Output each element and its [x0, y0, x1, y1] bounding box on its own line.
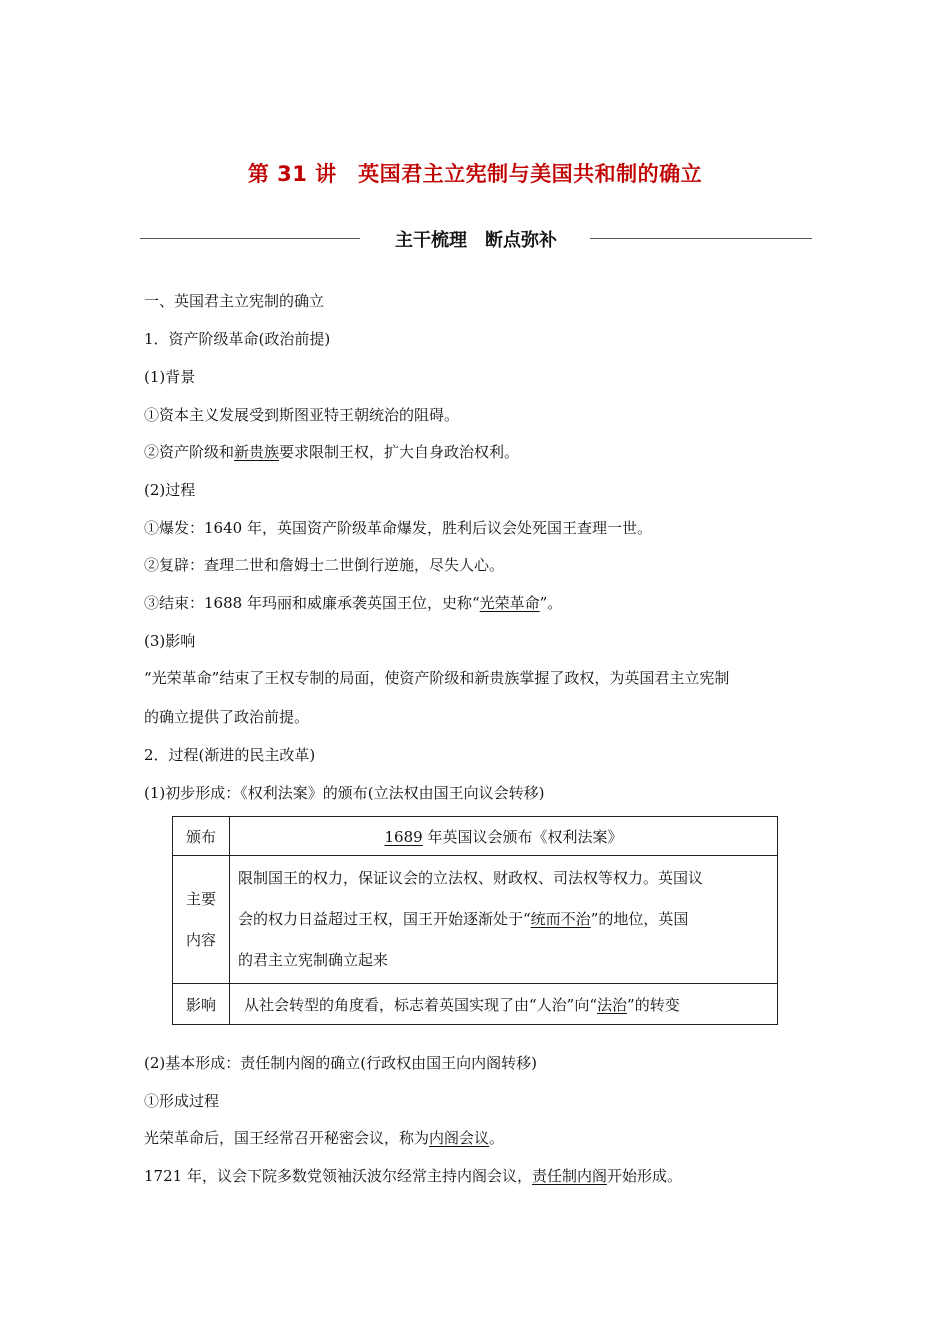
table-row — [173, 984, 778, 1025]
table-row — [173, 856, 778, 984]
subheading-background: (1)背景 — [144, 368, 196, 386]
table-row — [173, 817, 778, 856]
table-cell-impact: 从社会转型的角度看，标志着英国实现了由“人治”向“法治”的转变 — [230, 984, 778, 1025]
background-item-2: ②资产阶级和新贵族要求限制王权，扩大自身政治权利。 — [144, 443, 520, 461]
page-title: 第 31 讲 英国君主立宪制与美国共和制的确立 — [247, 162, 703, 186]
table-head-promulgation: 颁布 — [173, 817, 230, 856]
underlined-term: 责任制内阁 — [531, 1167, 607, 1185]
section-header-text: 主干梳理 断点弥补 — [395, 230, 557, 251]
subheading-process: (2)过程 — [144, 481, 196, 499]
subheading-impact: (3)影响 — [144, 632, 196, 650]
underlined-term: 法治 — [597, 995, 628, 1014]
underlined-term: 新贵族 — [234, 443, 280, 461]
table-head-main-content: 主要 内容 — [173, 856, 230, 984]
formation-item-1: 光荣革命后，国王经常召开秘密会议，称为内阁会议。 — [144, 1129, 505, 1147]
impact-paragraph-line-1: “光荣革命”结束了王权专制的局面，使资产阶级和新贵族掌握了政权，为英国君主立宪制 — [144, 669, 730, 687]
header-rule-right — [590, 238, 812, 239]
underlined-term: 内阁会议 — [429, 1129, 490, 1147]
subheading-initial-formation: (1)初步形成：《权利法案》的颁布(立法权由国王向议会转移) — [144, 784, 545, 802]
process-item-1: ①爆发：1640 年，英国资产阶级革命爆发，胜利后议会处死国王查理一世。 — [144, 519, 652, 537]
heading-bourgeois-revolution: 1．资产阶级革命(政治前提) — [144, 330, 331, 348]
process-item-2: ②复辟：查理二世和詹姆士二世倒行逆施，尽失人心。 — [144, 556, 505, 574]
underlined-term: 光荣革命 — [479, 594, 540, 612]
section-header — [140, 226, 812, 252]
process-item-3: ③结束：1688 年玛丽和威廉承袭英国王位，史称“光荣革命”。 — [144, 594, 563, 612]
subheading-formation-process: ①形成过程 — [144, 1092, 220, 1110]
subheading-basic-formation: (2)基本形成：责任制内阁的确立(行政权由国王向内阁转移) — [144, 1054, 537, 1072]
formation-item-2: 1721 年，议会下院多数党领袖沃波尔经常主持内阁会议，责任制内阁开始形成。 — [144, 1167, 682, 1185]
heading-part-one: 一、英国君主立宪制的确立 — [144, 292, 325, 310]
heading-process: 2．过程(渐进的民主改革) — [144, 746, 316, 764]
table-head-impact: 影响 — [173, 984, 230, 1025]
background-item-1: ①资本主义发展受到斯图亚特王朝统治的阻碍。 — [144, 406, 460, 424]
table-cell-promulgation: 1689 年英国议会颁布《权利法案》 — [230, 817, 778, 856]
impact-paragraph-line-2: 的确立提供了政治前提。 — [144, 708, 310, 726]
bill-of-rights-table — [172, 816, 778, 1025]
table-cell-main-content: 限制国王的权力，保证议会的立法权、财政权、司法权等权力。英国议 会的权力日益超过王权，国王开始逐渐处于“统而不治”的地位，英国 的君主立宪制确立起来 — [230, 856, 778, 984]
underlined-term: 统而不治 — [530, 910, 591, 928]
